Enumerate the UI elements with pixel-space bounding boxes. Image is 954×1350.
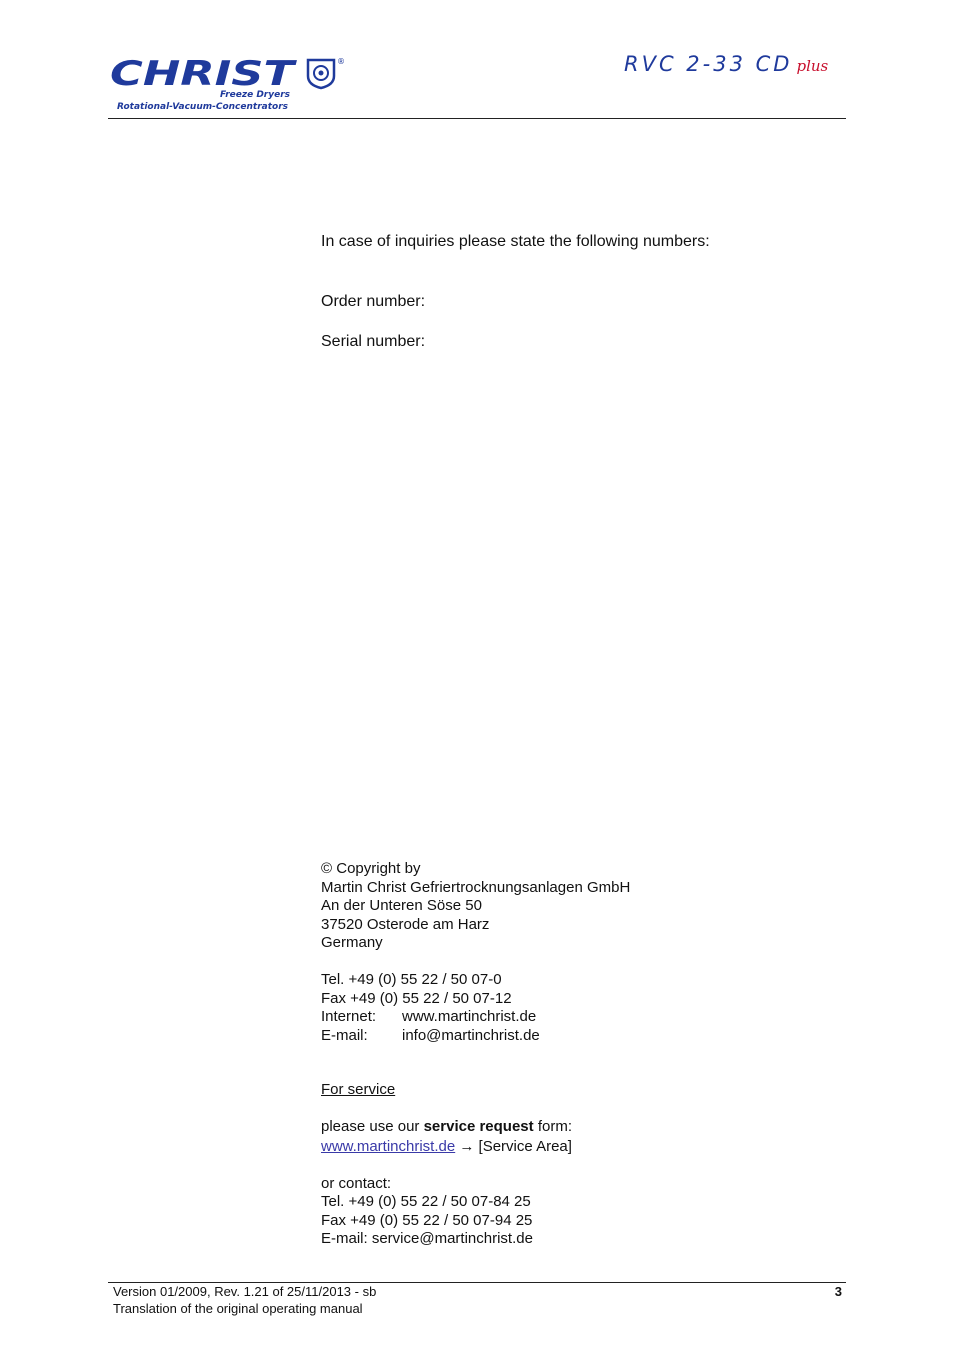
- logo-registered: ®: [337, 57, 345, 66]
- service-tel: Tel. +49 (0) 55 22 / 50 07-84 25: [321, 1193, 531, 1210]
- footer-version: Version 01/2009, Rev. 1.21 of 25/11/2013 - sb: [113, 1284, 377, 1299]
- country: Germany: [321, 934, 383, 951]
- service-heading: For service: [321, 1081, 396, 1098]
- logo-brand: CHRIST: [110, 54, 298, 94]
- service-fax: Fax +49 (0) 55 22 / 50 07-94 25: [321, 1211, 533, 1229]
- copyright-line: [321, 860, 630, 879]
- footer-translation: Translation of the original operating manual: [113, 1301, 363, 1316]
- christ-logo: [108, 52, 348, 114]
- company-name: Martin Christ Gefriertrocknungsanlagen GmbH: [321, 878, 631, 896]
- arrow-icon: →: [459, 1137, 475, 1155]
- service-area-label: [Service Area]: [474, 1137, 572, 1155]
- service-request-bold: service request: [423, 1118, 534, 1135]
- city-address: 37520 Osterode am Harz: [321, 915, 490, 933]
- page-number: 3: [834, 1284, 842, 1299]
- internet-label: Internet:: [321, 1008, 377, 1025]
- street-address: An der Unteren Söse 50: [321, 897, 482, 914]
- service-request-pre: please use our: [321, 1118, 424, 1135]
- company-fax: Fax +49 (0) 55 22 / 50 07-12: [321, 989, 512, 1007]
- copyright-symbol: ©: [321, 860, 333, 877]
- service-request-line: [321, 1118, 572, 1137]
- service-request-post: form:: [533, 1118, 572, 1135]
- order-number-label: Order number:: [321, 293, 426, 310]
- service-contact-label: or contact:: [321, 1174, 392, 1192]
- company-email: [321, 1027, 630, 1046]
- email-label: E-mail:: [321, 1026, 368, 1044]
- logo-line2: Rotational-Vacuum-Concentrators: [117, 102, 288, 112]
- service-block: [321, 1081, 572, 1249]
- inquiry-intro: In case of inquiries please state the following numbers:: [321, 233, 710, 250]
- model-suffix: plus: [796, 57, 829, 75]
- model-name: [624, 52, 828, 76]
- logo-line1: Freeze Dryers: [220, 90, 290, 100]
- service-link[interactable]: www.martinchrist.de: [321, 1137, 456, 1155]
- company-tel: Tel. +49 (0) 55 22 / 50 07-0: [321, 971, 502, 988]
- service-email: E-mail: service@martinchrist.de: [321, 1230, 533, 1247]
- model-name-text: RVC 2-33 CD: [624, 52, 793, 76]
- service-link-line: [321, 1138, 572, 1157]
- copyright-block: [321, 860, 630, 1045]
- email-value: info@martinchrist.de: [402, 1026, 540, 1044]
- logo-swirl-icon: [308, 60, 334, 88]
- header-rule: [108, 118, 846, 119]
- copyright-label: Copyright by: [336, 860, 421, 877]
- company-internet: [321, 1008, 630, 1027]
- internet-value: www.martinchrist.de: [402, 1008, 537, 1025]
- serial-number-label: Serial number:: [321, 333, 426, 350]
